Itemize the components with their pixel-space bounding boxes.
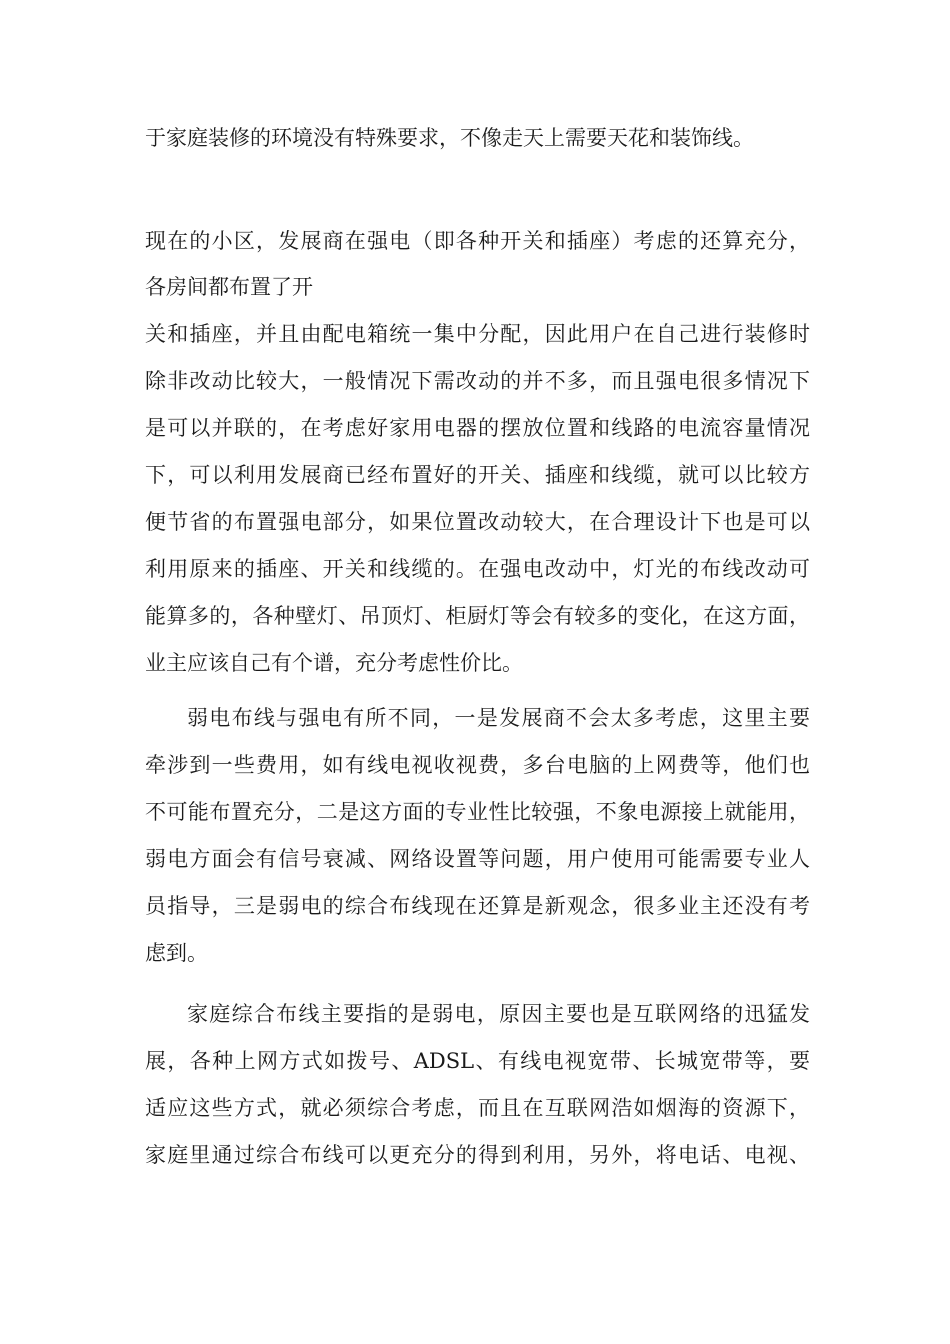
text-line: 能算多的，各种壁灯、吊顶灯、柜厨灯等会有较多的变化，在这方面， [145,604,810,628]
text-line: 利用原来的插座、开关和线缆的。在强电改动中，灯光的布线改动可 [145,557,810,581]
text-line: 于家庭装修的环境没有特殊要求，不像走天上需要天花和装饰线。 [145,126,754,150]
text-line: 是可以并联的，在考虑好家用电器的摆放位置和线路的电流容量情况 [145,416,810,440]
text-line: 便节省的布置强电部分，如果位置改动较大，在合理设计下也是可以 [145,510,810,534]
text-line: 不可能布置充分，二是这方面的专业性比较强，不象电源接上就能用， [145,800,810,824]
text-line: 适应这些方式，就必须综合考虑，而且在互联网浩如烟海的资源下， [145,1096,810,1120]
text-line: 现在的小区，发展商在强电（即各种开关和插座）考虑的还算充分， [145,229,810,253]
text-line: 除非改动比较大，一般情况下需改动的并不多，而且强电很多情况下 [145,369,810,393]
text-line: 各房间都布置了开 [145,275,313,299]
text-line: 家庭综合布线主要指的是弱电，原因主要也是互联网络的迅猛发 [187,1002,810,1026]
text-line: 展，各种上网方式如拨号、ADSL、有线电视宽带、长城宽带等，要 [145,1049,810,1073]
text-line: 弱电布线与强电有所不同，一是发展商不会太多考虑，这里主要 [187,706,810,730]
text-line: 虑到。 [145,941,208,965]
text-line: 关和插座，并且由配电箱统一集中分配，因此用户在自己进行装修时 [145,322,810,346]
text-line: 下，可以利用发展商已经布置好的开关、插座和线缆，就可以比较方 [145,463,810,487]
text-line: 弱电方面会有信号衰减、网络设置等问题，用户使用可能需要专业人 [145,847,810,871]
text-line: 员指导，三是弱电的综合布线现在还算是新观念，很多业主还没有考 [145,894,810,918]
text-line: 牵涉到一些费用，如有线电视收视费，多台电脑的上网费等，他们也 [145,753,810,777]
text-line: 业主应该自己有个谱，充分考虑性价比。 [145,651,523,675]
text-line: 家庭里通过综合布线可以更充分的得到利用，另外，将电话、电视、 [145,1143,810,1167]
